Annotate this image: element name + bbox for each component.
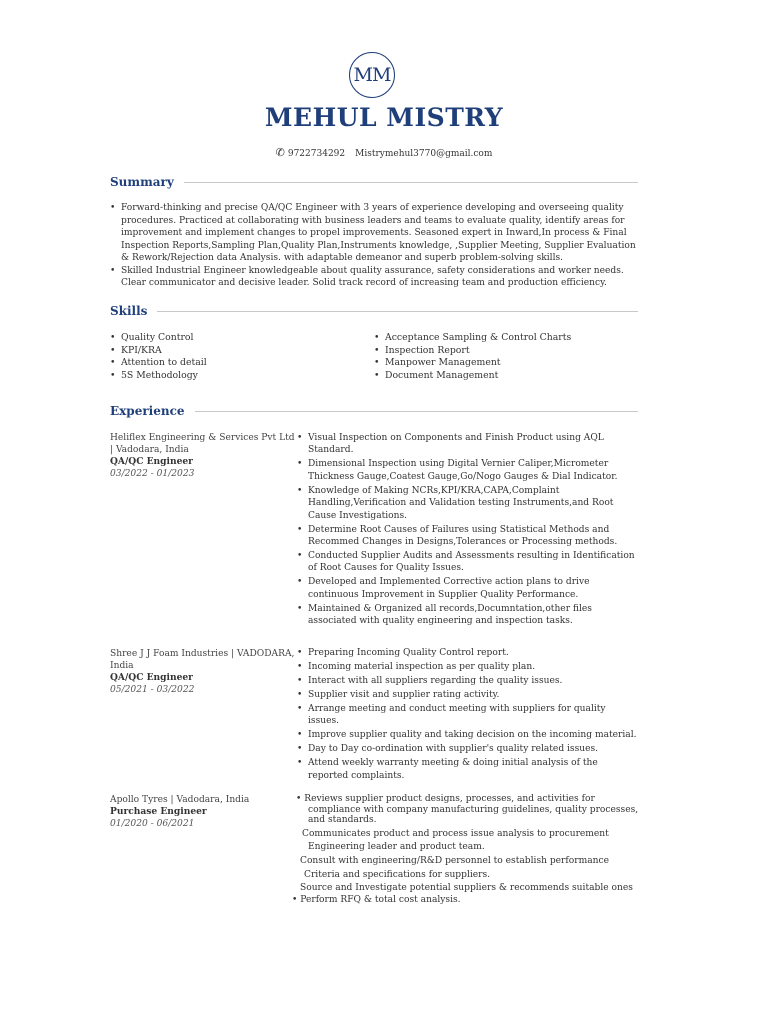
list-item: • Preparing Incoming Quality Control report. [297, 647, 639, 659]
experience-heading: Experience [110, 404, 185, 418]
phone-number[interactable]: 9722734292 [287, 149, 346, 159]
list-item: • Knowledge of Making NCRs,KPI/KRA,CAPA,Complaint Handling,Verification and Validation testing Instruments,and Root Cause Investigations. [297, 485, 639, 522]
job-title: QA/QC Engineer [110, 672, 193, 683]
job-2-info [110, 648, 300, 696]
duty-line: Communicates product and process issue analysis to procurement [302, 828, 609, 839]
job-title: Purchase Engineer [110, 806, 207, 817]
list-item: • Supplier visit and supplier rating activity. [297, 689, 639, 701]
section-divider [195, 411, 638, 412]
email-address[interactable]: Mistrymehul3770@gmail.com [355, 149, 493, 159]
skill-item: • Document Management [374, 370, 638, 383]
skills-heading: Skills [110, 304, 148, 318]
job-1-info [110, 432, 300, 480]
list-item: • Improve supplier quality and taking decision on the incoming material. [297, 729, 639, 741]
list-item: • Interact with all suppliers regarding the quality issues. [297, 675, 639, 687]
skill-item: • KPI/KRA [110, 345, 360, 358]
list-item: • Developed and Implemented Corrective action plans to drive continuous Improvement in Supplier Quality Performance. [297, 576, 639, 601]
list-item: • Incoming material inspection as per quality plan. [297, 661, 639, 673]
skill-item: • Inspection Report [374, 345, 638, 358]
summary-heading-row [110, 175, 638, 189]
section-divider [184, 182, 638, 183]
skill-item: • Attention to detail [110, 357, 360, 370]
contact-line [0, 146, 768, 159]
list-item: • Skilled Industrial Engineer knowledgeable about quality assurance, safety considerations and worker needs. Clear communicator and decisive leader. Solid track record of increasing team and production efficiency. [110, 265, 638, 290]
list-item: • Determine Root Causes of Failures using Statistical Methods and Recommed Changes in Designs,Tolerances or Processing methods. [297, 524, 639, 549]
experience-heading-row [110, 404, 638, 418]
company-name: Shree J J Foam Industries | VADODARA, India [110, 649, 295, 671]
job-2-duties [297, 647, 639, 784]
job-3-info [110, 794, 300, 830]
list-item: • Attend weekly warranty meeting & doing initial analysis of the reported complaints. [297, 757, 639, 782]
summary-heading: Summary [110, 175, 174, 189]
skills-heading-row [110, 304, 638, 318]
duty-line: and standards. [308, 815, 377, 826]
monogram-text: MM [353, 64, 391, 86]
list-item: • Dimensional Inspection using Digital Vernier Caliper,Micrometer Thickness Gauge,Coatest Gauge,Go/Nogo Gauges & Dial Indicator. [297, 458, 639, 483]
duty-line: compliance with company manufacturing guidelines, quality processes, [308, 804, 639, 815]
skills-list-left [110, 332, 360, 382]
list-item: • Day to Day co-ordination with supplier's quality related issues. [297, 743, 639, 755]
duty-line: Consult with engineering/R&D personnel to establish performance [300, 855, 609, 866]
skill-item: • 5S Methodology [110, 370, 360, 383]
section-divider [157, 311, 638, 312]
candidate-name: MEHUL MISTRY [264, 103, 504, 132]
duty-line: • Reviews supplier product designs, processes, and activities for [296, 794, 595, 804]
job-1-duties [297, 432, 639, 629]
duty-line: Source and Investigate potential suppliers & recommends suitable ones [300, 883, 633, 894]
skill-item: • Manpower Management [374, 357, 638, 370]
list-item: • Maintained & Organized all records,Documntation,other files associated with quality engineering and inspection tasks. [297, 603, 639, 628]
phone-icon: ✆ [275, 146, 285, 159]
skill-item: • Quality Control [110, 332, 360, 345]
job-dates: 01/2020 - 06/2021 [110, 819, 195, 829]
company-name: Apollo Tyres | Vadodara, India [110, 795, 250, 805]
list-item: • Forward-thinking and precise QA/QC Engineer with 3 years of experience developing and overseeing quality procedures. Practiced at collaborating with business leaders and teams to evaluate quality, identify areas for improvement and implement changes to propel improvements. Seasoned expert in Inward,In process & Final Inspection Reports,Sampling Plan,Quality Plan,Instruments knowledge, ,Supplier Meeting, Supplier Evaluation & Rework/Rejection data Analysis. with adaptable demeanor and superb problem-solving skills. [110, 202, 638, 265]
list-item: • Arrange meeting and conduct meeting with suppliers for quality issues. [297, 703, 639, 728]
summary-list [110, 202, 638, 290]
job-dates: 03/2022 - 01/2023 [110, 469, 195, 479]
company-name: Heliflex Engineering & Services Pvt Ltd | Vadodara, India [110, 433, 295, 455]
skill-item: • Acceptance Sampling & Control Charts [374, 332, 638, 345]
duty-line: • Perform RFQ & total cost analysis. [292, 894, 461, 905]
duty-line: Engineering leader and product team. [308, 842, 485, 853]
job-title: QA/QC Engineer [110, 456, 193, 467]
skills-list-right [374, 332, 638, 382]
job-3-duties [292, 793, 642, 907]
list-item: • Conducted Supplier Audits and Assessments resulting in Identification of Root Causes for Quality Issues. [297, 550, 639, 575]
duty-line: Criteria and specifications for suppliers. [304, 869, 491, 880]
monogram-logo [349, 52, 395, 98]
list-item: • Visual Inspection on Components and Finish Product using AQL Standard. [297, 432, 639, 457]
job-dates: 05/2021 - 03/2022 [110, 685, 195, 695]
